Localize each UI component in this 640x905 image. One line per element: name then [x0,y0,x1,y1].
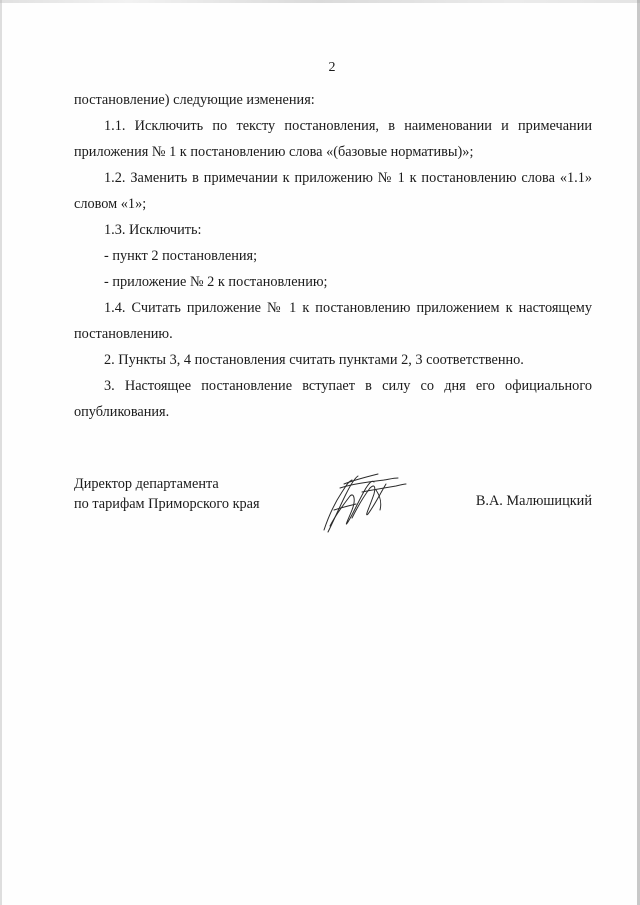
page-number: 2 [328,60,336,75]
scan-edge-left [0,0,2,905]
handwritten-signature [318,470,408,536]
paragraph-1-2: 1.2. Заменить в примечании к приложению № 1 к постановлению слова «1.1» словом «1»; [74,170,592,212]
paragraph-1-3: 1.3. Исключить: [104,222,202,238]
paragraph-1-3-item-a: - пункт 2 постановления; [104,248,258,264]
paragraph-3: 3. Настоящее постановление вступает в силу со дня его официального опубликования. [74,378,592,420]
paragraph-2: 2. Пункты 3, 4 постановления считать пунктами 2, 3 соответственно. [104,352,524,368]
signatory-name: В.А. Малюшицкий [475,493,592,509]
paragraph-1-3-item-b: - приложение № 2 к постановлению; [104,274,328,290]
signatory-position [74,474,260,514]
paragraph-intro: постановление) следующие изменения: [74,92,315,108]
signatory-position-line-2: по тарифам Приморского края [74,496,260,512]
paragraph-1-1: 1.1. Исключить по тексту постановления, в наименовании и примечании приложения № 1 к постановлению слова «(базовые нормативы)»; [74,118,592,160]
document-body [74,87,592,425]
paragraph-1-4: 1.4. Считать приложение № 1 к постановлению приложением к настоящему постановлению. [74,300,592,342]
scan-edge-top [0,0,640,3]
signatory-position-line-1: Директор департамента [74,476,219,492]
